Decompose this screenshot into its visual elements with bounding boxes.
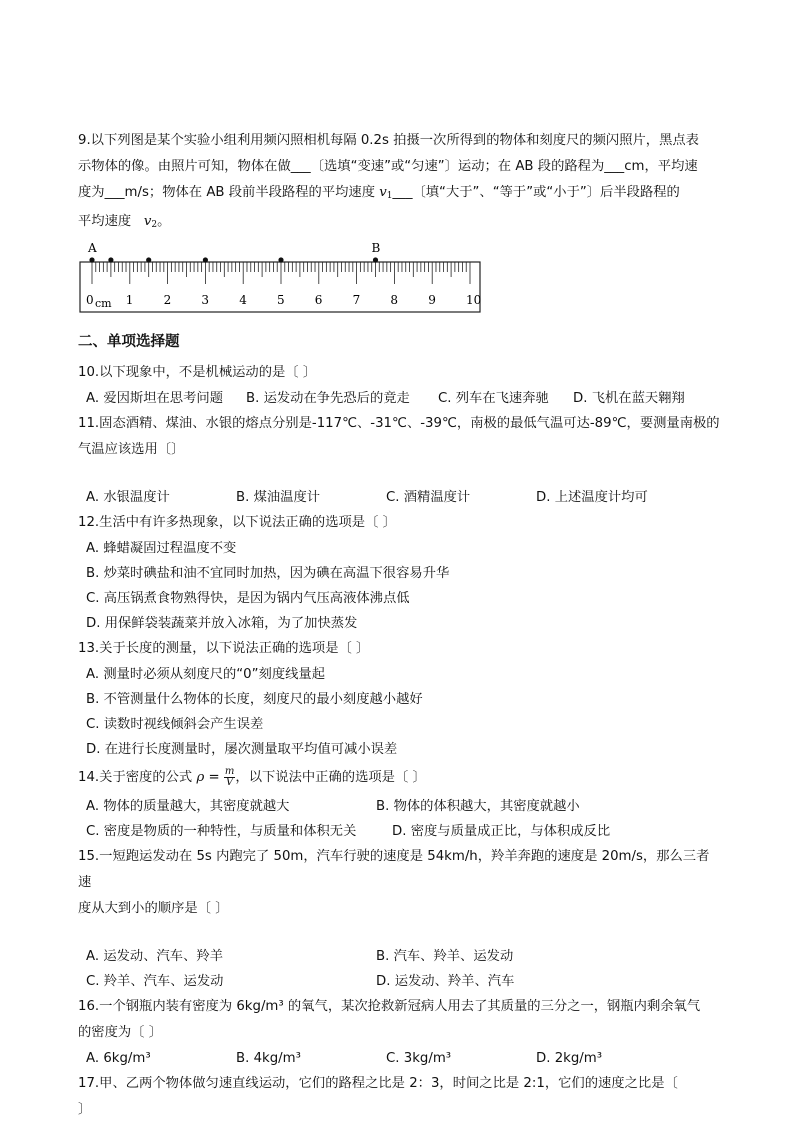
q16-stem-2: 的密度为〔 〕 bbox=[78, 1025, 163, 1040]
v1-symbol: $v_1$ bbox=[379, 185, 393, 201]
ruler-tick-label: 3 bbox=[201, 293, 210, 307]
question-16 bbox=[78, 994, 720, 1071]
ruler-tick-label: 4 bbox=[239, 293, 247, 307]
rho-symbol: ρ bbox=[196, 770, 205, 785]
ruler-label-b: B bbox=[371, 242, 381, 255]
density-fraction: $\frac{m}{V}$ bbox=[224, 765, 235, 788]
ruler-label-a: A bbox=[88, 242, 97, 255]
q14-options-row-2 bbox=[78, 819, 720, 844]
section-2-title: 二、单项选择题 bbox=[78, 334, 180, 350]
q10-option-c[interactable]: C. 列车在飞速奔驰 bbox=[438, 391, 549, 406]
q13-stem: 13.关于长度的测量，以下说法正确的选项是〔 〕 bbox=[78, 641, 370, 656]
q15-options-row-2 bbox=[78, 969, 720, 994]
q11-option-d[interactable]: D. 上述温度计均可 bbox=[536, 490, 648, 505]
q14-option-b[interactable]: B. 物体的体积越大，其密度就越小 bbox=[376, 799, 580, 814]
ruler-tick-label: 10 bbox=[466, 293, 482, 307]
q9-line-3: 度为___m/s；物体在 AB 段前半段路程的平均速度 $v_1\_\_\_$〔填“大于”、“等于”或“小于”〕后半段路程的 bbox=[78, 185, 680, 201]
q12-stem: 12.生活中有许多热现象，以下说法正确的选项是〔 〕 bbox=[78, 515, 396, 530]
ruler-tick-label: 5 bbox=[277, 293, 285, 307]
question-10 bbox=[78, 360, 720, 411]
q9-line-2: 示物体的像。由照片可知，物体在做___〔选填“变速”或“匀速”〕运动；在 AB 段的路程为___cm，平均速 bbox=[78, 159, 698, 174]
q10-options bbox=[78, 386, 720, 411]
q12-option-c[interactable]: C. 高压锅煮食物熟得快，是因为锅内气压高液体沸点低 bbox=[86, 591, 410, 606]
ruler-tick-label: 1 bbox=[125, 293, 134, 307]
q13-option-d[interactable]: D. 在进行长度测量时，屡次测量取平均值可减小误差 bbox=[86, 742, 398, 757]
ruler-photo-figure bbox=[78, 242, 488, 322]
ruler-tick-label: 8 bbox=[390, 293, 399, 307]
object-image-dot bbox=[108, 257, 113, 262]
q10-option-b[interactable]: B. 运发动在争先恐后的竟走 bbox=[246, 391, 410, 406]
ruler-tick-label: 6 bbox=[314, 293, 323, 307]
q15-stem-1: 15.一短跑运发动在 5s 内跑完了 50m，汽车行驶的速度是 54km/h，羚羊奔跑的速度是 20m/s，那么三者速 bbox=[78, 849, 710, 890]
q14-options-row-1 bbox=[78, 794, 720, 819]
q16-option-d[interactable]: D. 2kg/m³ bbox=[536, 1051, 603, 1066]
q11-stem-1: 11.固态酒精、煤油、水银的熔点分别是-117℃、-31℃、-39℃，南极的最低气温可达-89℃，要测量南极的 bbox=[78, 416, 720, 431]
q12-option-a[interactable]: A. 蜂蜡凝固过程温度不变 bbox=[86, 541, 237, 556]
q16-option-b[interactable]: B. 4kg/m³ bbox=[236, 1051, 301, 1066]
question-13 bbox=[78, 636, 720, 762]
ruler-unit: cm bbox=[95, 297, 112, 310]
q14-option-c[interactable]: C. 密度是物质的一种特性，与质量和体积无关 bbox=[86, 824, 357, 839]
q11-stem-2: 气温应该选用〔〕 bbox=[78, 442, 185, 457]
q15-option-b[interactable]: B. 汽车、羚羊、运发动 bbox=[376, 949, 514, 964]
question-15 bbox=[78, 844, 720, 994]
q15-option-d[interactable]: D. 运发动、羚羊、汽车 bbox=[376, 974, 515, 989]
q17-stem-2: 〕 bbox=[78, 1102, 92, 1117]
q11-option-c[interactable]: C. 酒精温度计 bbox=[386, 490, 471, 505]
object-image-dot bbox=[89, 257, 94, 262]
q12-option-b[interactable]: B. 炒菜时碘盐和油不宜同时加热，因为碘在高温下很容易升华 bbox=[86, 566, 450, 581]
ruler-tick-label: 2 bbox=[163, 293, 172, 307]
q16-option-a[interactable]: A. 6kg/m³ bbox=[86, 1051, 151, 1066]
q10-option-d[interactable]: D. 飞机在蓝天翱翔 bbox=[573, 391, 685, 406]
question-12 bbox=[78, 510, 720, 636]
v2-symbol: $v_2$ bbox=[143, 214, 158, 230]
q13-option-b[interactable]: B. 不管测量什么物体的长度，刻度尺的最小刻度越小越好 bbox=[86, 692, 423, 707]
question-9 bbox=[78, 128, 720, 322]
q13-option-c[interactable]: C. 读数时视线倾斜会产生误差 bbox=[86, 717, 264, 732]
q9-line-4: 平均速度 $v_2$。 bbox=[78, 214, 171, 230]
q15-option-a[interactable]: A. 运发动、汽车、羚羊 bbox=[86, 949, 223, 964]
question-14 bbox=[78, 762, 720, 844]
ruler-tick-label: 7 bbox=[352, 293, 361, 307]
q17-stem-1: 17.甲、乙两个物体做匀速直线运动，它们的路程之比是 2：3，时间之比是 2:1，它们的速度之比是〔 bbox=[78, 1076, 678, 1091]
worksheet-page bbox=[78, 128, 720, 1123]
question-17 bbox=[78, 1071, 720, 1123]
q10-option-a[interactable]: A. 爱因斯坦在思考问题 bbox=[86, 391, 223, 406]
q16-stem-1: 16.一个钢瓶内装有密度为 6kg/m³ 的氧气，某次抢救新冠病人用去了其质量的三分之一，钢瓶内剩余氧气 bbox=[78, 999, 701, 1014]
q11-options bbox=[78, 485, 720, 510]
q9-line-1: 9.以下列图是某个实验小组利用频闪照相机每隔 0.2s 拍摄一次所得到的物体和刻度尺的频闪照片，黑点表 bbox=[78, 133, 699, 148]
q15-options-row-1 bbox=[78, 944, 720, 969]
object-image-dot bbox=[373, 257, 378, 262]
q12-option-d[interactable]: D. 用保鲜袋装蔬菜并放入冰箱，为了加快蒸发 bbox=[86, 616, 358, 631]
q16-option-c[interactable]: C. 3kg/m³ bbox=[386, 1051, 452, 1066]
ruler-tick-label: 0 bbox=[86, 293, 94, 307]
q15-option-c[interactable]: C. 羚羊、汽车、运发动 bbox=[86, 974, 224, 989]
object-image-dot bbox=[203, 257, 208, 262]
object-image-dot bbox=[278, 257, 283, 262]
q13-option-a[interactable]: A. 测量时必须从刻度尺的“0”刻度线量起 bbox=[86, 667, 326, 682]
q14-option-d[interactable]: D. 密度与质量成正比，与体积成反比 bbox=[392, 824, 611, 839]
q10-stem: 10.以下现象中，不是机械运动的是〔 〕 bbox=[78, 365, 317, 380]
q15-stem-2: 度从大到小的顺序是〔 〕 bbox=[78, 901, 229, 916]
q16-options bbox=[78, 1046, 720, 1071]
q11-option-a[interactable]: A. 水银温度计 bbox=[86, 490, 170, 505]
ruler-tick-label: 9 bbox=[428, 293, 436, 307]
object-image-dot bbox=[146, 257, 151, 262]
q14-stem: 14.关于密度的公式 ρ = $\frac{m}{V}$ ，以下说法中正确的选项是〔 〕 bbox=[78, 765, 426, 788]
q14-option-a[interactable]: A. 物体的质量越大，其密度就越大 bbox=[86, 799, 290, 814]
q11-option-b[interactable]: B. 煤油温度计 bbox=[236, 490, 321, 505]
question-11 bbox=[78, 411, 720, 510]
